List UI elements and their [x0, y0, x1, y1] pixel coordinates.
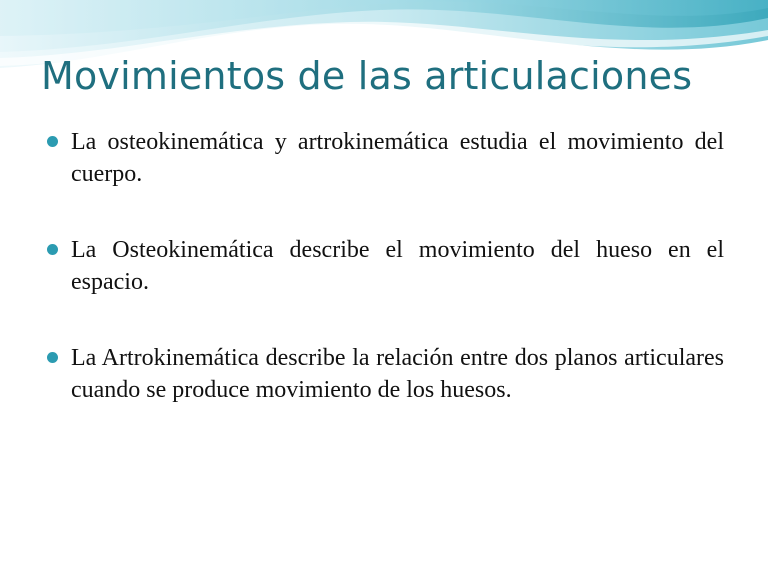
slide-title: Movimientos de las articulaciones	[41, 54, 693, 98]
bullet-text: La Osteokinemática describe el movimiento del hueso en el espacio.	[71, 237, 724, 295]
bullet-dot-icon	[47, 352, 58, 363]
bullet-text: La Artrokinemática describe la relación entre dos planos articulares cuando se produce movimiento de los huesos.	[71, 345, 724, 403]
bullet-dot-icon	[47, 244, 58, 255]
bullet-text: La osteokinemática y artrokinemática estudia el movimiento del cuerpo.	[71, 129, 724, 187]
bullet-item	[44, 126, 724, 190]
bullet-item	[44, 234, 724, 298]
bullet-item	[44, 342, 724, 406]
bullet-dot-icon	[47, 136, 58, 147]
bullet-list	[44, 126, 724, 450]
